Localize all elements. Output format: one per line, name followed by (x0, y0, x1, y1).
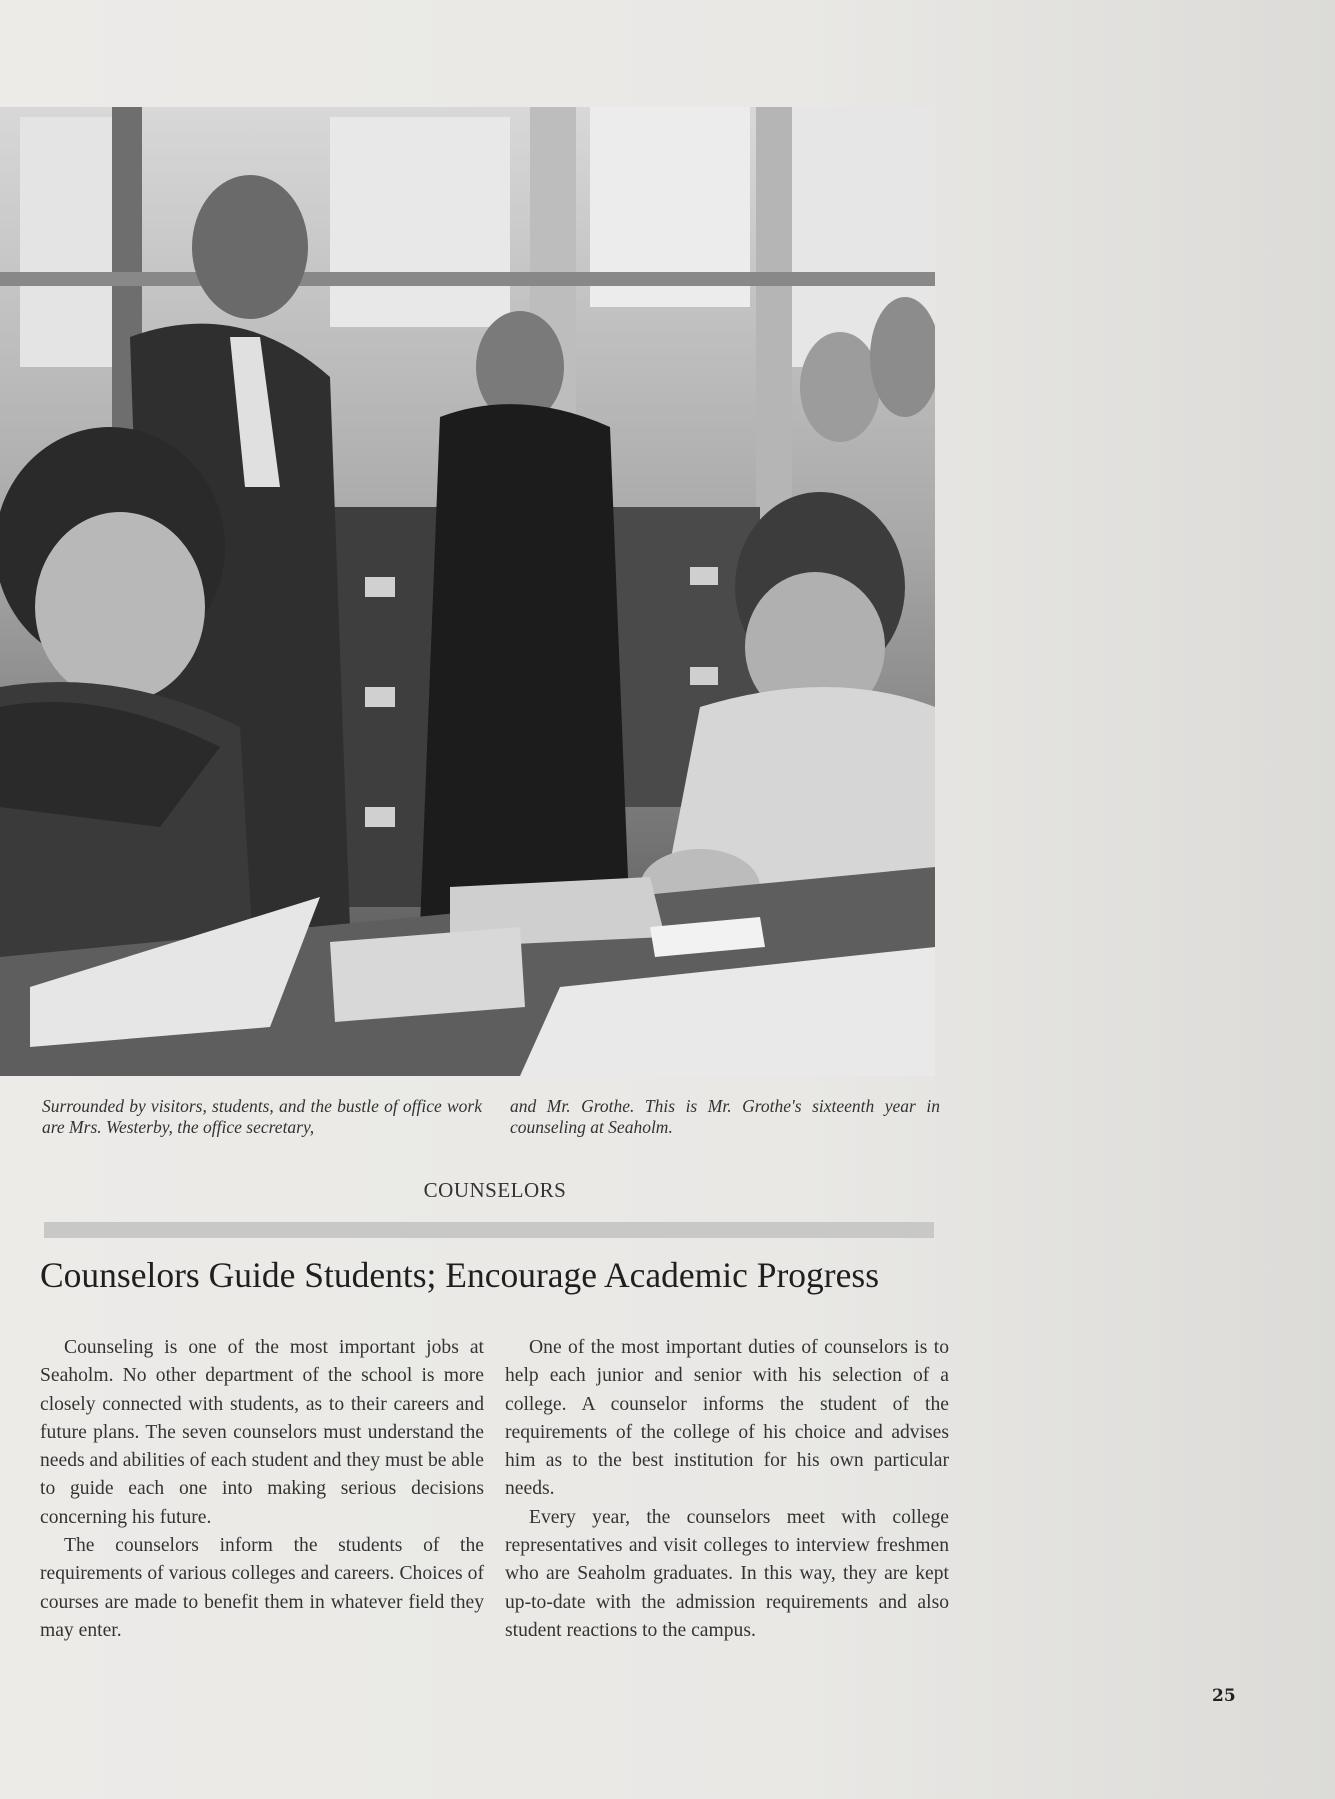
office-photo-illustration (0, 107, 935, 1076)
body-paragraph: One of the most important duties of counselors is to help each junior and senior with his selection of a college. A counselor informs the student of the requirements of the college of his choice and advises him as to the best institution for his own particular needs. (505, 1337, 949, 1500)
body-column-left (40, 1334, 484, 1645)
article-headline: Counselors Guide Students; Encourage Academic Progress (40, 1255, 880, 1295)
section-label: COUNSELORS (423, 1178, 567, 1202)
body-paragraph: Counseling is one of the most important jobs at Seaholm. No other department of the school is more closely connected with students, as to their careers and future plans. The seven counselors must understand the needs and abilities of each student and they must be able to guide each one into making serious decisions concerning his future. (40, 1337, 484, 1528)
office-photo (0, 107, 935, 1076)
section-divider (44, 1222, 934, 1238)
body-paragraph: The counselors inform the students of the requirements of various colleges and careers. Choices of courses are made to benefit them in whatever field they may enter. (40, 1535, 484, 1641)
page-number: 25 (1212, 1686, 1236, 1706)
photo-caption-left: Surrounded by visitors, students, and the bustle of office work are Mrs. Westerby, the office secretary, (42, 1096, 482, 1137)
photo-caption-right: and Mr. Grothe. This is Mr. Grothe's sixteenth year in counseling at Seaholm. (510, 1096, 940, 1137)
body-paragraph: Every year, the counselors meet with college representatives and visit colleges to interview freshmen who are Seaholm graduates. In this way, they are kept up-to-date with the admission requirements and also student reactions to the campus. (505, 1506, 949, 1641)
body-column-right (505, 1334, 949, 1645)
